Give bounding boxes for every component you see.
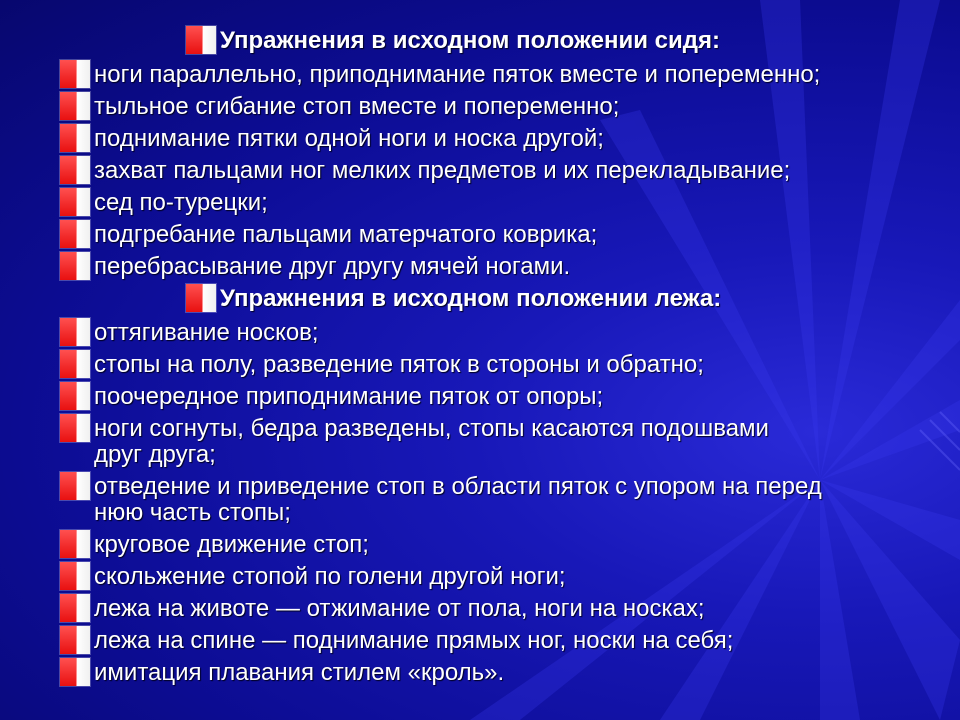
bullet-icon (60, 188, 90, 216)
list-item-text: тыльное сгибание стоп вместе и попеременно; (94, 93, 620, 120)
bullet-icon (60, 594, 90, 622)
list-item-text: оттягивание носков; (94, 319, 319, 346)
list-item-text: стопы на полу, разведение пяток в стороны и обратно; (94, 351, 704, 378)
list-item-text: лежа на животе — отжимание от пола, ноги на носках; (94, 595, 705, 622)
bullet-icon (60, 92, 90, 120)
bullet-icon (60, 626, 90, 654)
list-item-text: отведение и приведение стоп в области пяток с упором на перед (94, 473, 822, 500)
bullet-icon (186, 284, 216, 312)
heading-text: Упражнения в исходном положении лежа: (220, 285, 722, 312)
bullet-icon (60, 124, 90, 152)
list-item-text: ноги параллельно, приподнимание пяток вместе и попеременно; (94, 61, 821, 88)
bullet-icon (60, 220, 90, 248)
list-item-text: лежа на спине — поднимание прямых ног, носки на себя; (94, 627, 734, 654)
bullet-icon (60, 382, 90, 410)
list-item-text: поднимание пятки одной ноги и носка другой; (94, 125, 604, 152)
bullet-icon (60, 414, 90, 442)
list-item-text: захват пальцами ног мелких предметов и их перекладывание; (94, 157, 791, 184)
bullet-icon (186, 26, 216, 54)
bullet-icon (60, 318, 90, 346)
list-item-text: ноги согнуты, бедра разведены, стопы касаются подошвами (94, 415, 769, 442)
list-item-text: имитация плавания стилем «кроль». (94, 659, 505, 686)
bullet-icon (60, 252, 90, 280)
list-item-text: скольжение стопой по голени другой ноги; (94, 563, 566, 590)
heading-text: Упражнения в исходном положении сидя: (220, 27, 720, 54)
bullet-icon (60, 530, 90, 558)
bullet-icon (60, 562, 90, 590)
list-item-text: сед по-турецки; (94, 189, 268, 216)
list-item-text: подгребание пальцами матерчатого коврика; (94, 221, 598, 248)
bullet-icon (60, 156, 90, 184)
bullet-icon (60, 658, 90, 686)
bullet-icon (60, 472, 90, 500)
list-item-text-continued: нюю часть стопы; (94, 499, 291, 526)
bullet-icon (60, 350, 90, 378)
list-item-text: перебрасывание друг другу мячей ногами. (94, 253, 571, 280)
bullet-icon (60, 60, 90, 88)
list-item-text: круговое движение стоп; (94, 531, 369, 558)
list-item-text: поочередное приподнимание пяток от опоры; (94, 383, 604, 410)
list-item-text-continued: друг друга; (94, 441, 216, 468)
